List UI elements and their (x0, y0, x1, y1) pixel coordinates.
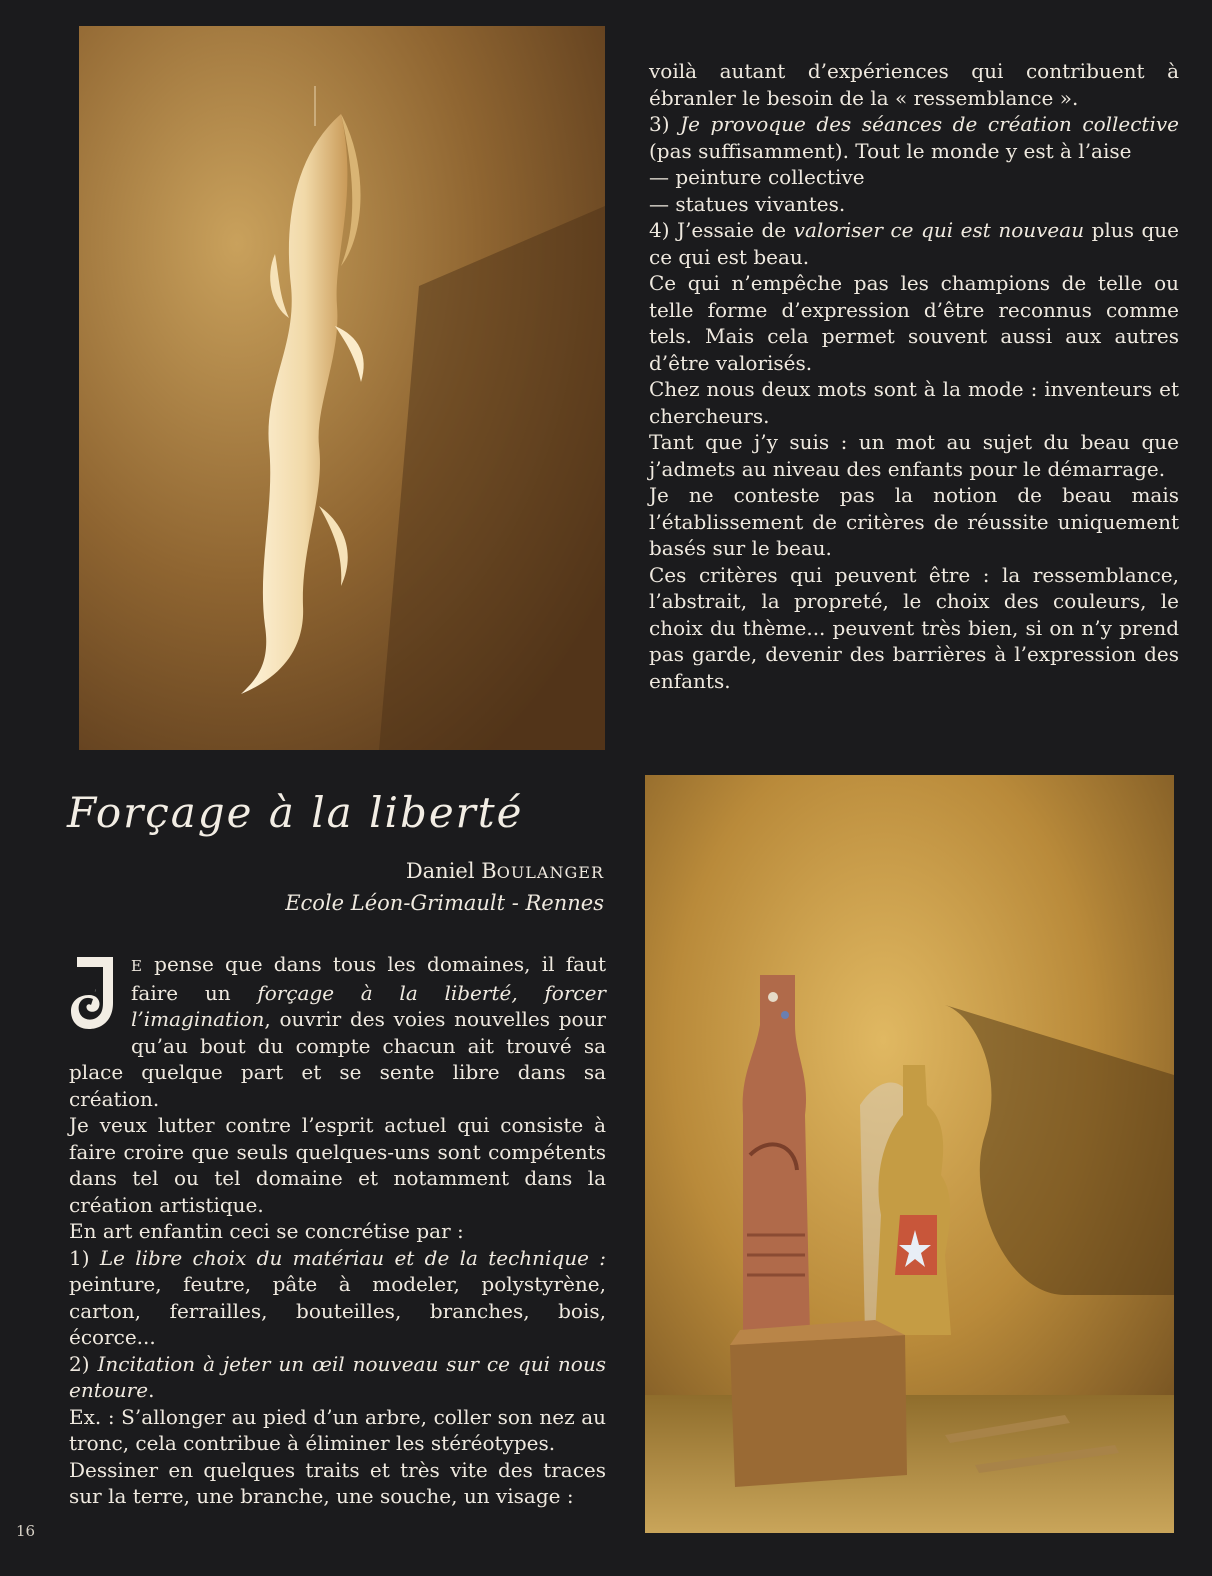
text-run: , ouvrir des voies nouvelles pour qu’au bout du compte chacun ait trouvé sa place quelque part et se sente libre dans sa création. (69, 1007, 606, 1111)
text-run: pense que dans tous les domaines, il faut faire un (131, 952, 606, 1005)
drop-cap-letter: J (95, 990, 96, 992)
paragraph (649, 111, 1179, 164)
paragraph (69, 1351, 606, 1404)
drop-cap (69, 951, 121, 1033)
paragraph: Je veux lutter contre l’esprit actuel qui consiste à faire croire que seuls quelques-uns sont compétents dans tel ou tel domaine et notamment dans la création artistique. (69, 1113, 606, 1217)
list-item: — statues vivantes. (649, 191, 846, 216)
first-letter-rest: E (131, 957, 143, 975)
paragraph: Tant que j’y suis : un mot au sujet du beau que j’admets au niveau des enfants pour le démarrage. (649, 430, 1179, 481)
list-number: 3) (649, 112, 681, 136)
list-number: 2) (69, 1351, 98, 1376)
list-number: 1) (69, 1245, 100, 1270)
paragraph: voilà autant d’expériences qui contribuent à ébranler le besoin de la « ressemblance ». (649, 59, 1179, 110)
emphasis: valoriser ce qui est nouveau (793, 218, 1085, 242)
author-last-rest: OULANGER (496, 863, 604, 882)
text-run: . (148, 1378, 155, 1402)
paragraph: Dessiner en quelques traits et très vite des traces sur la terre, une branche, une souche, un visage : (69, 1457, 606, 1508)
author-name (260, 856, 604, 888)
emphasis: forçage à la liberté, forcer l’imagination (131, 980, 606, 1031)
author-last-initial: B (481, 859, 497, 883)
paragraph: Chez nous deux mots sont à la mode : inventeurs et chercheurs. (649, 377, 1179, 428)
paragraph (69, 1245, 606, 1351)
author-school: Ecole Léon-Grimault - Rennes (285, 891, 604, 915)
decorated-bottles-photo (645, 775, 1174, 1533)
paragraph: Ex. : S’allonger au pied d’un arbre, coller son nez au tronc, cela contribue à éliminer les stéréotypes. (69, 1404, 606, 1455)
left-text-column (69, 951, 606, 1510)
article-title: Forçage à la liberté (67, 788, 524, 837)
paragraph (649, 217, 1179, 270)
emphasis: Incitation à jeter un œil nouveau sur ce qui nous entoure (69, 1351, 606, 1402)
text-run: 4) J’essaie de (649, 218, 794, 242)
paragraph: Ce qui n’empêche pas les champions de telle ou telle forme d’expression d’être reconnus comme tels. Mais cela permet souvent aussi aux autres d’être valorisés. (649, 271, 1179, 375)
paragraph: Ces critères qui peuvent être : la ressemblance, l’abstrait, la propreté, le choix des couleurs, le choix du thème... peuvent très bien, si on n’y prend pas garde, devenir des barrières à l’expression des enfants. (649, 562, 1179, 693)
emphasis: Le libre choix du matériau et de la technique : (99, 1245, 607, 1270)
list-item: — peinture collective (649, 165, 865, 189)
paragraph (69, 951, 606, 1112)
text-run: plus que ce qui est beau. (649, 218, 1180, 269)
emphasis: Je provoque des séances de création collective (680, 112, 1180, 136)
text-run: (pas suffisamment). Tout le monde y est à l’aise (649, 138, 1132, 163)
paragraph: Je ne conteste pas la notion de beau mais l’établissement de critères de réussite uniquement basés sur le beau. (649, 483, 1179, 560)
text-run: peinture, feutre, pâte à modeler, polystyrène, carton, ferrailles, bouteilles, branches, bois, écorce... (69, 1272, 606, 1349)
byline (260, 856, 604, 918)
paragraph: En art enfantin ceci se concrétise par : (69, 1219, 464, 1243)
right-text-column (649, 58, 1179, 694)
paper-sculpture-photo (79, 26, 605, 750)
author-first-name: Daniel (405, 859, 475, 883)
page-number: 16 (16, 1522, 36, 1540)
